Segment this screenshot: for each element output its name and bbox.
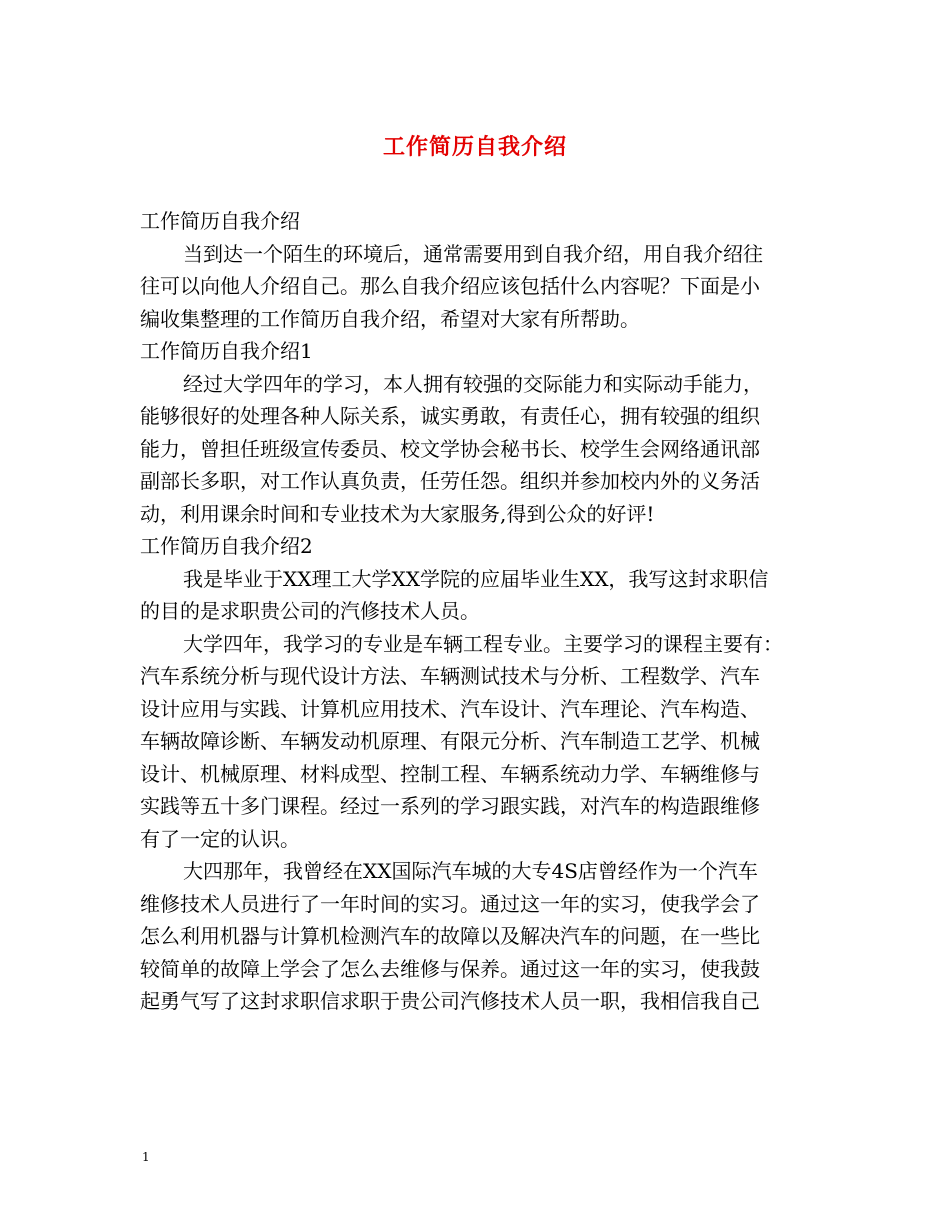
paragraph-line: 设计、机械原理、材料成型、控制工程、车辆系统动力学、车辆维修与	[140, 761, 760, 786]
paragraph-line: 我是毕业于XX理工大学XX学院的应届毕业生XX，我写这封求职信	[183, 566, 769, 591]
section-heading-1: 工作简历自我介绍1	[140, 339, 313, 363]
paragraph-line: 经过大学四年的学习，本人拥有较强的交际能力和实际动手能力，	[183, 371, 763, 396]
paragraph-line: 怎么利用机器与计算机检测汽车的故障以及解决汽车的问题，在一些比	[140, 924, 760, 948]
document-body	[140, 205, 816, 1018]
paragraph-line: 有了一定的认识。	[140, 826, 300, 851]
section-heading-2: 工作简历自我介绍2	[140, 534, 313, 558]
paragraph-line: 当到达一个陌生的环境后，通常需要用到自我介绍，用自我介绍往	[183, 241, 763, 266]
paragraph-line: 较简单的故障上学会了怎么去维修与保养。通过这一年的实习，使我鼓	[140, 956, 760, 981]
paragraph-line: 大学四年，我学习的专业是车辆工程专业。主要学习的课程主要有：	[183, 631, 783, 656]
paragraph-line: 动，利用课余时间和专业技术为大家服务,得到公众的好评!	[140, 501, 655, 526]
paragraph-line: 汽车系统分析与现代设计方法、车辆测试技术与分析、工程数学、汽车	[140, 664, 760, 688]
paragraph-line: 大四那年，我曾经在XX国际汽车城的大专4S店曾经作为一个汽车	[183, 859, 758, 883]
paragraph-line: 起勇气写了这封求职信求职于贵公司汽修技术人员一职，我相信我自己	[140, 989, 760, 1013]
paragraph-line: 的目的是求职贵公司的汽修技术人员。	[140, 599, 480, 623]
document-title: 工作简历自我介绍	[382, 134, 567, 160]
paragraph-line: 实践等五十多门课程。经过一系列的学习跟实践，对汽车的构造跟维修	[140, 794, 760, 818]
paragraph-line: 能够很好的处理各种人际关系，诚实勇敢，有责任心，拥有较强的组织	[140, 404, 760, 428]
paragraph-line: 设计应用与实践、计算机应用技术、汽车设计、汽车理论、汽车构造、	[140, 696, 760, 721]
paragraph-line: 编收集整理的工作简历自我介绍，希望对大家有所帮助。	[140, 306, 640, 331]
paragraph-line: 副部长多职，对工作认真负责，任劳任怨。组织并参加校内外的义务活	[140, 469, 760, 493]
page-number: 1	[142, 1150, 150, 1164]
paragraph-line: 车辆故障诊断、车辆发动机原理、有限元分析、汽车制造工艺学、机械	[140, 729, 760, 753]
paragraph-line: 能力，曾担任班级宣传委员、校文学协会秘书长、校学生会网络通讯部	[140, 436, 760, 461]
section-heading-intro: 工作简历自我介绍	[140, 209, 300, 233]
paragraph-line: 往可以向他人介绍自己。那么自我介绍应该包括什么内容呢？下面是小	[140, 274, 760, 298]
paragraph-line: 维修技术人员进行了一年时间的实习。通过这一年的实习，使我学会了	[140, 891, 760, 916]
